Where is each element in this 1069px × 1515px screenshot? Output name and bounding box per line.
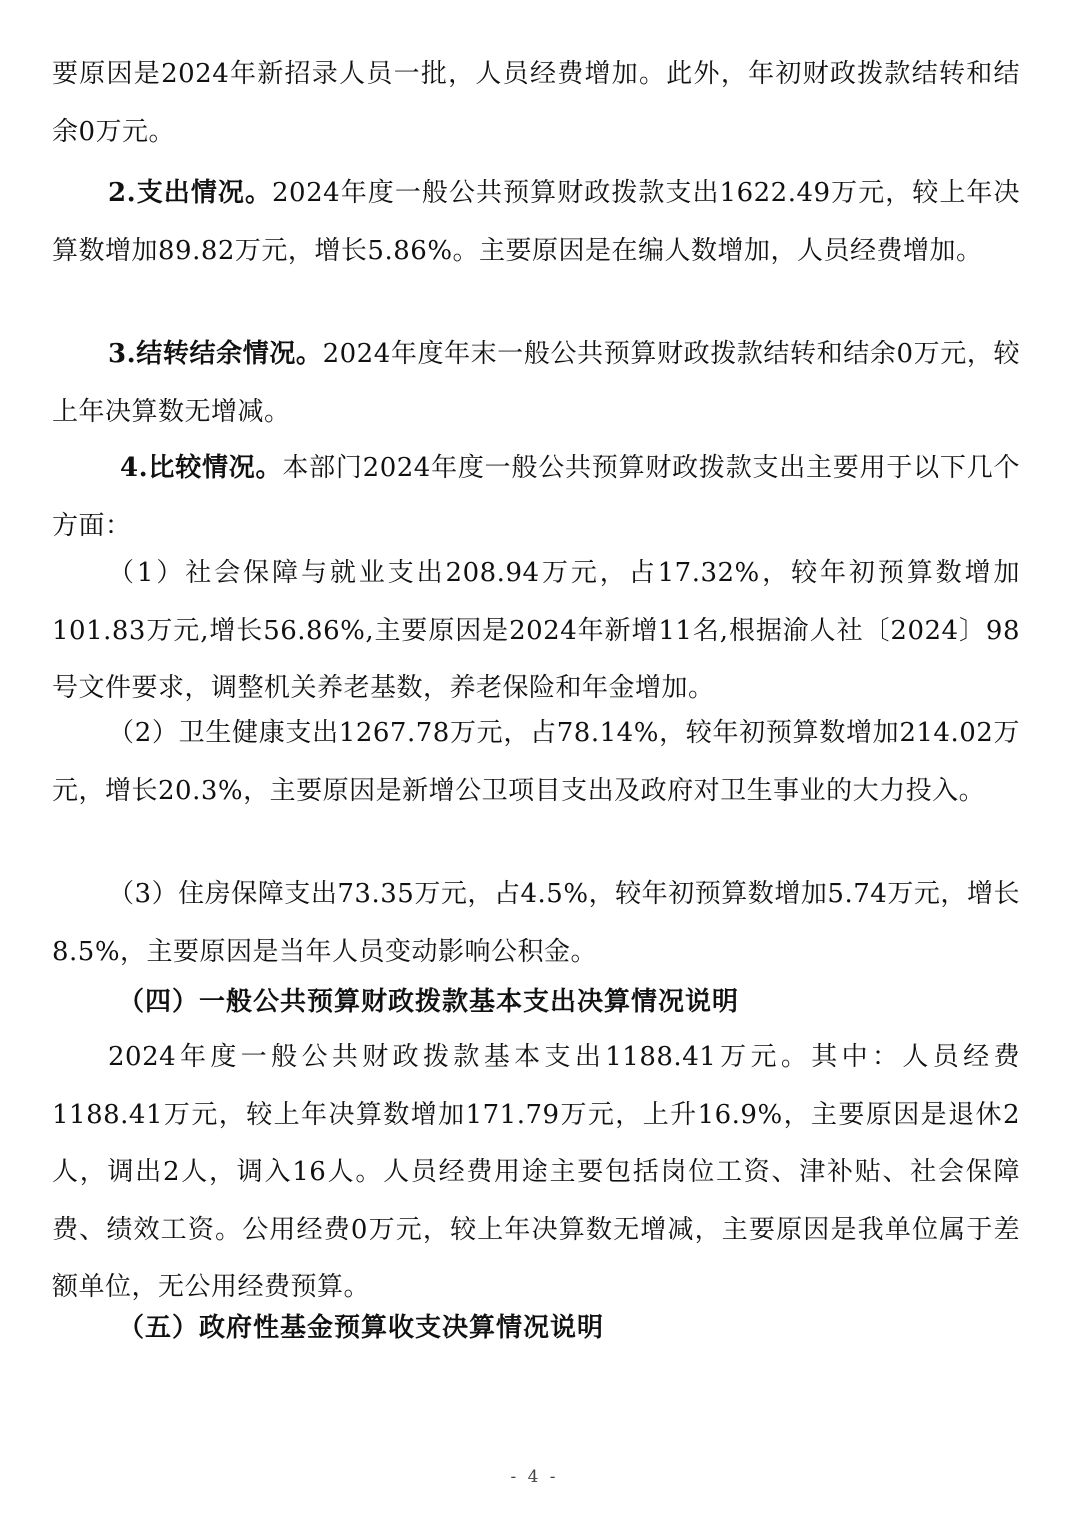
section-heading-5: （五）政府性基金预算收支决算情况说明 [118,1313,605,1343]
paragraph-basic-expenditure [52,1029,1020,1317]
paragraph-text: 2024年度一般公共预算财政拨款支出1622.49万元，较上年决算数增加89.82万元，增长5.86%。主要原因是在编人数增加，人员经费增加。 [52,178,1020,266]
paragraph-text: 2024年度年末一般公共预算财政拨款结转和结余0万元，较上年决算数无增减。 [52,339,1020,427]
paragraph-comparison [52,440,1020,555]
paragraph-text: （3）住房保障支出73.35万元，占4.5%，较年初预算数增加5.74万元，增长8.5%，主要原因是当年人员变动影响公积金。 [52,879,1020,967]
paragraph-text: 要原因是2024年新招录人员一批，人员经费增加。此外，年初财政拨款结转和结余0万元。 [52,59,1020,147]
paragraph-text: （2）卫生健康支出1267.78万元，占78.14%，较年初预算数增加214.02万元，增长20.3%，主要原因是新增公卫项目支出及政府对卫生事业的大力投入。 [52,718,1020,806]
paragraph-lead: 4.比较情况。 [120,453,283,483]
paragraph-text: 2024年度一般公共财政拨款基本支出1188.41万元。其中：人员经费1188.41万元，较上年决算数增加171.79万元，上升16.9%，主要原因是退休2人，调出2人，调入16人。人员经费用途主要包括岗位工资、津补贴、社会保障费、绩效工资。公用经费0万元，较上年决算数无增减，主要原因是我单位属于差额单位，无公用经费预算。 [52,1042,1020,1302]
paragraph-lead: 2.支出情况。 [108,178,272,208]
paragraph-lead: 3.结转结余情况。 [108,339,323,369]
paragraph-health [52,705,1020,820]
paragraph-social-security [52,545,1020,718]
paragraph-expenditure [52,165,1020,280]
paragraph-income-continuation [52,46,1020,161]
paragraph-text: （1）社会保障与就业支出208.94万元，占17.32%，较年初预算数增加101.83万元,增长56.86%,主要原因是2024年新增11名,根据渝人社〔2024〕98号文件要求，调整机关养老基数，养老保险和年金增加。 [52,558,1020,703]
page-number: - 4 - [510,1467,559,1487]
paragraph-text: 本部门2024年度一般公共预算财政拨款支出主要用于以下几个方面： [52,453,1020,541]
paragraph-housing [52,866,1020,981]
section-heading-4: （四）一般公共预算财政拨款基本支出决算情况说明 [118,987,740,1017]
paragraph-carryover [52,326,1020,441]
